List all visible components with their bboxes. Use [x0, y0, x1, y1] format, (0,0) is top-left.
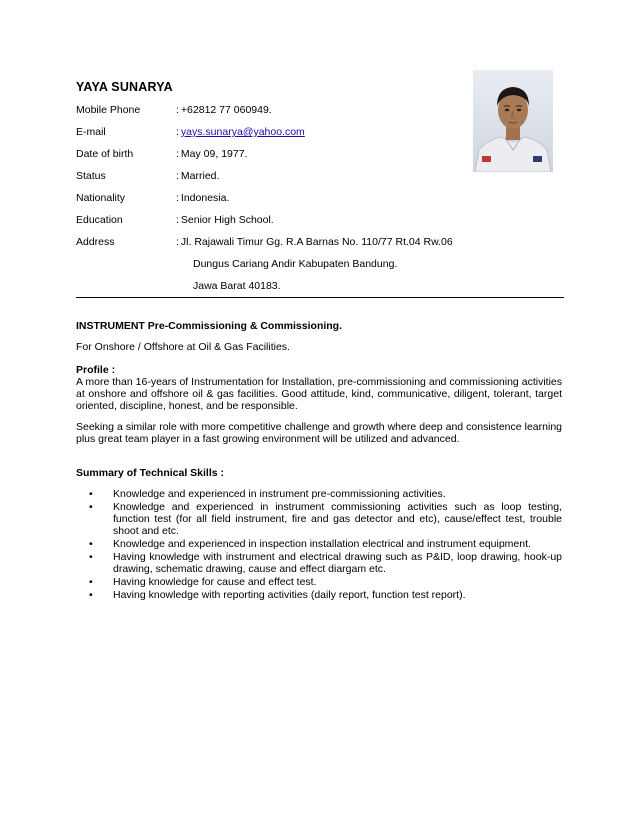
skill-text: Having knowledge with instrument and electrical drawing such as P&ID, loop drawing, hook-up drawing, schematic drawing, cause and effect diargam etc. [113, 551, 562, 575]
list-item [76, 488, 562, 500]
nationality-label: Nationality [76, 192, 126, 204]
colon: : [176, 148, 179, 160]
colon: : [176, 214, 179, 226]
bullet: • [89, 589, 93, 601]
colon: : [176, 236, 179, 248]
bullet: • [89, 551, 93, 563]
email-link[interactable]: yays.sunarya@yahoo.com [180, 126, 305, 138]
objective-subtitle: For Onshore / Offshore at Oil & Gas Facilities. [76, 341, 290, 353]
status-value-wrap [176, 169, 219, 183]
email-label: E-mail [76, 126, 106, 138]
list-item [76, 589, 562, 601]
address-value-wrap [176, 235, 453, 249]
colon: : [176, 170, 179, 182]
mobile-phone-value: +62812 77 060949. [180, 104, 272, 116]
list-item [76, 576, 562, 588]
bullet: • [89, 501, 93, 513]
dob-value-wrap [176, 147, 247, 161]
education-value-wrap [176, 213, 274, 227]
skills-heading: Summary of Technical Skills : [76, 467, 225, 479]
list-item [76, 538, 562, 550]
status-label: Status [76, 170, 106, 182]
email-value-wrap [176, 125, 305, 139]
address-line-2: Dungus Cariang Andir Kabupaten Bandung. [193, 258, 398, 270]
bullet: • [89, 488, 93, 500]
objective-title: INSTRUMENT Pre-Commissioning & Commissioning. [76, 320, 343, 332]
address-label: Address [76, 236, 115, 248]
skill-text: Knowledge and experienced in instrument pre-commissioning activities. [113, 488, 446, 500]
profile-photo-graphic [473, 70, 553, 172]
status-value: Married. [180, 170, 220, 182]
education-label: Education [76, 214, 123, 226]
address-line-3: Jawa Barat 40183. [193, 280, 281, 292]
list-item [76, 551, 562, 575]
section-divider [76, 297, 564, 298]
profile-paragraph-1: A more than 16-years of Instrumentation for Installation, pre-commissioning and commissioning activities at onshore and offshore oil & gas facilities. Good attitude, kind, communicative, diligent, tolerant, target oriented, discipline, honest, and be responsible. [76, 376, 562, 412]
bullet: • [89, 538, 93, 550]
dob-label: Date of birth [76, 148, 134, 160]
address-line-1: Jl. Rajawali Timur Gg. R.A Barnas No. 110/77 Rt.04 Rw.06 [180, 236, 453, 248]
profile-photo [473, 70, 553, 172]
dob-value: May 09, 1977. [180, 148, 248, 160]
candidate-name: YAYA SUNARYA [76, 80, 173, 94]
skill-text: Having knowledge for cause and effect test. [113, 576, 317, 588]
nationality-value: Indonesia. [180, 192, 230, 204]
education-value: Senior High School. [180, 214, 274, 226]
profile-heading: Profile : [76, 364, 116, 376]
skill-text: Knowledge and experienced in inspection installation electrical and instrument equipment. [113, 538, 531, 550]
profile-paragraph-2: Seeking a similar role with more competitive challenge and growth where deep and consistence learning plus great team player in a fast growing environment will be utilized and advanced. [76, 421, 562, 445]
list-item [76, 501, 562, 537]
mobile-phone-label: Mobile Phone [76, 104, 141, 116]
colon: : [176, 126, 179, 138]
colon: : [176, 192, 179, 204]
colon: : [176, 104, 179, 116]
bullet: • [89, 576, 93, 588]
nationality-value-wrap [176, 191, 229, 205]
mobile-phone-value-wrap [176, 103, 272, 117]
skill-text: Knowledge and experienced in instrument commissioning activities such as loop testing, function test (for all field instrument, fire and gas detector and etc), cause/effect test, trouble shoot and etc. [113, 501, 562, 537]
skills-list [76, 488, 562, 602]
skill-text: Having knowledge with reporting activities (daily report, function test report). [113, 589, 466, 601]
